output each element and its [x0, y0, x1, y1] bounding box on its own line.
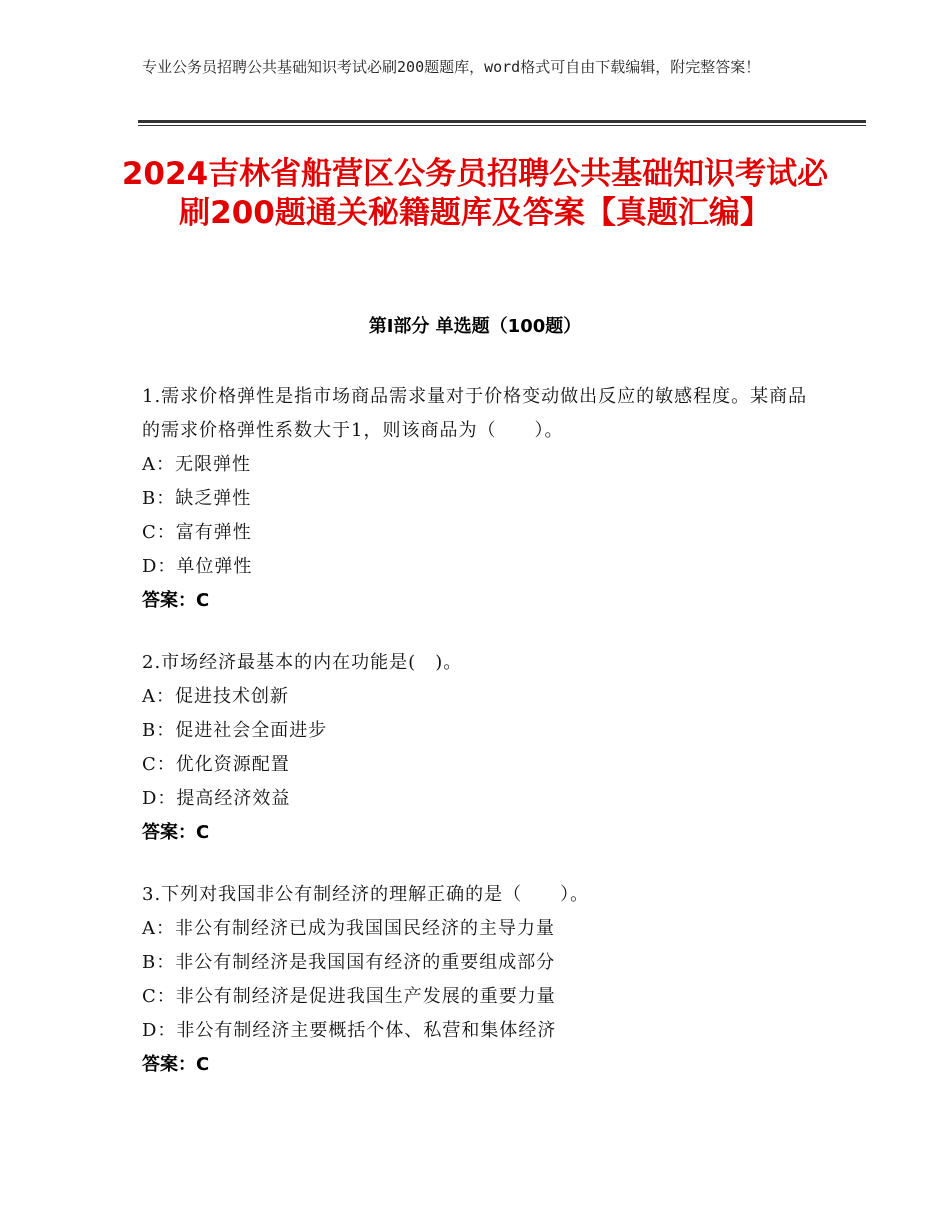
option-a: A：无限弹性 — [142, 454, 251, 475]
answer-line: 答案：C — [142, 822, 210, 843]
option-a: A：促进技术创新 — [142, 686, 289, 707]
option-c: C：富有弹性 — [142, 522, 252, 543]
question-1 — [142, 380, 822, 618]
option-b: B：非公有制经济是我国国有经济的重要组成部分 — [142, 952, 556, 973]
header-note: 专业公务员招聘公共基础知识考试必刷200题题库，word格式可自由下载编辑，附完整答案！ — [142, 58, 761, 76]
question-stem: 3.下列对我国非公有制经济的理解正确的是（ ）。 — [142, 884, 590, 905]
option-d: D：提高经济效益 — [142, 788, 291, 809]
question-list — [142, 380, 822, 1082]
option-d: D：单位弹性 — [142, 556, 253, 577]
question-stem: 1.需求价格弹性是指市场商品需求量对于价格变动做出反应的敏感程度。某商品的需求价格弹性系数大于1，则该商品为（ ）。 — [142, 386, 808, 441]
section-title: 第Ⅰ部分 单选题（100题） — [368, 316, 582, 337]
option-b: B：促进社会全面进步 — [142, 720, 328, 741]
header-divider-thin — [138, 125, 866, 126]
option-c: C：非公有制经济是促进我国生产发展的重要力量 — [142, 986, 556, 1007]
answer-line: 答案：C — [142, 1054, 210, 1075]
header-divider-thick — [138, 120, 866, 123]
question-3 — [142, 878, 822, 1082]
question-2 — [142, 646, 822, 850]
option-d: D：非公有制经济主要概括个体、私营和集体经济 — [142, 1020, 557, 1041]
option-b: B：缺乏弹性 — [142, 488, 252, 509]
document-title: 2024吉林省船营区公务员招聘公共基础知识考试必刷200题通关秘籍题库及答案【真题汇编】 — [121, 156, 829, 231]
option-c: C：优化资源配置 — [142, 754, 290, 775]
option-a: A：非公有制经济已成为我国国民经济的主导力量 — [142, 918, 555, 939]
question-stem: 2.市场经济最基本的内在功能是( )。 — [142, 652, 463, 673]
answer-line: 答案：C — [142, 590, 210, 611]
